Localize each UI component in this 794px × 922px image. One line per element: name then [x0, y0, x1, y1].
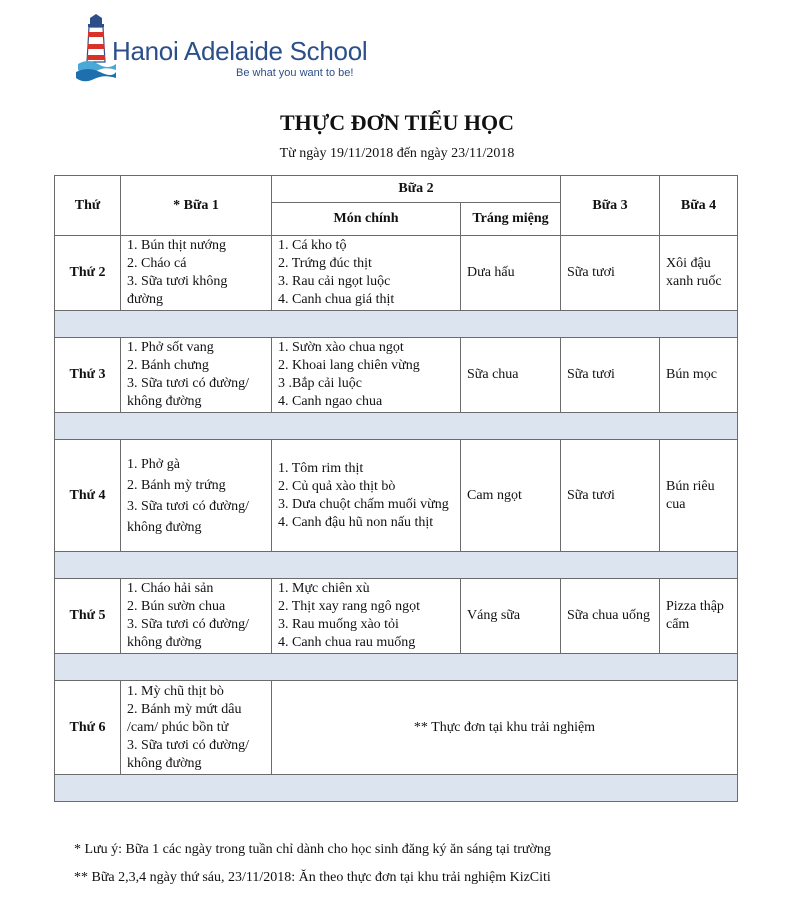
table-row [55, 338, 738, 413]
main-dish-item: 2. Củ quả xào thịt bò [278, 478, 396, 494]
day-cell: Thứ 5 [55, 579, 121, 654]
row-separator [55, 775, 738, 802]
meal-1-cell [121, 338, 272, 413]
main-dish-item: 1. Mực chiên xù [278, 581, 370, 596]
experience-zone-cell: ** Thực đơn tại khu trải nghiệm [272, 681, 738, 775]
dessert-cell: Dưa hấu [461, 236, 561, 311]
meal-4-cell: Bún riêu cua [660, 440, 738, 552]
meal-1-cell [121, 579, 272, 654]
main-dish-item: 1. Tôm rim thịt [278, 460, 364, 476]
meal-3-cell: Sữa tươi [561, 236, 660, 311]
meal-1-item: 3. Sữa tươi có đường/ không đường [127, 376, 249, 409]
row-separator [55, 413, 738, 440]
meal-1-item: 3. Sữa tươi không đường [127, 274, 228, 307]
meal-4-cell: Bún mọc [660, 338, 738, 413]
meal-1-item: 1. Cháo hải sản [127, 581, 214, 596]
main-dish-item: 4. Canh chua rau muống [278, 635, 416, 650]
main-dish-item: 3 .Bắp cải luộc [278, 376, 362, 391]
dessert-cell: Cam ngọt [461, 440, 561, 552]
meal-4-cell: Xôi đậu xanh ruốc [660, 236, 738, 311]
day-cell: Thứ 3 [55, 338, 121, 413]
meal-3-cell: Sữa tươi [561, 440, 660, 552]
main-dish-cell [272, 440, 461, 552]
meal-1-item: 2. Bún sườn chua [127, 599, 226, 614]
main-dish-item: 1. Cá kho tộ [278, 238, 347, 253]
meal-1-item: 3. Sữa tươi có đường/ không đường [127, 617, 249, 650]
meal-1-cell [121, 236, 272, 311]
table-row [55, 236, 738, 311]
meal-1-cell [121, 440, 272, 552]
main-dish-item: 3. Rau cải ngọt luộc [278, 274, 391, 289]
main-dish-item: 3. Rau muống xào tỏi [278, 617, 399, 632]
main-dish-item: 4. Canh ngao chua [278, 394, 383, 409]
main-dish-item: 3. Dưa chuột chấm muối vừng [278, 496, 449, 512]
row-separator [55, 654, 738, 681]
main-dish-cell [272, 579, 461, 654]
main-dish-item: 4. Canh đậu hũ non nấu thịt [278, 514, 434, 530]
header-day: Thứ [55, 176, 121, 236]
meal-1-item: 2. Bánh mỳ mứt dâu /cam/ phúc bồn tử [127, 701, 242, 735]
main-dish-item: 2. Khoai lang chiên vừng [278, 358, 420, 373]
header-dessert: Tráng miệng [461, 203, 561, 236]
day-cell: Thứ 2 [55, 236, 121, 311]
footnotes [74, 836, 551, 892]
table-row [55, 440, 738, 552]
main-dish-cell [272, 338, 461, 413]
header-meal-4: Bữa 4 [660, 176, 738, 236]
meal-3-cell: Sữa chua uống [561, 579, 660, 654]
main-dish-item: 2. Thịt xay rang ngô ngọt [278, 599, 421, 614]
header-main-dish: Món chính [272, 203, 461, 236]
school-tagline: Be what you want to be! [236, 67, 354, 79]
page-title: THỰC ĐƠN TIỂU HỌC [279, 110, 515, 135]
header-meal-2: Bữa 2 [272, 176, 561, 203]
meal-1-item: 2. Bánh mỳ trứng [127, 477, 226, 493]
row-separator [55, 552, 738, 579]
table-row [55, 579, 738, 654]
main-dish-cell [272, 236, 461, 311]
dessert-cell: Sữa chua [461, 338, 561, 413]
table-row [55, 681, 738, 775]
meal-1-cell [121, 681, 272, 775]
menu-table [54, 175, 738, 802]
header-meal-3: Bữa 3 [561, 176, 660, 236]
main-dish-item: 1. Sườn xào chua ngọt [278, 340, 404, 355]
dessert-cell: Váng sữa [461, 579, 561, 654]
footnote: ** Bữa 2,3,4 ngày thứ sáu, 23/11/2018: Ăn theo thực đơn tại khu trải nghiệm KizCiti [74, 870, 551, 885]
meal-1-item: 1. Phở gà [127, 456, 180, 472]
meal-1-item: 2. Cháo cá [127, 256, 187, 271]
school-logo [76, 14, 376, 86]
meal-4-cell: Pizza thập cẩm [660, 579, 738, 654]
meal-1-item: 1. Mỳ chũ thịt bò [127, 683, 224, 699]
meal-1-item: 1. Bún thịt nướng [127, 238, 226, 253]
meal-1-item: 3. Sữa tươi có đường/ không đường [127, 498, 249, 535]
school-name: Hanoi Adelaide School [112, 36, 368, 66]
meal-1-item: 3. Sữa tươi có đường/ không đường [127, 737, 249, 771]
day-cell: Thứ 4 [55, 440, 121, 552]
meal-3-cell: Sữa tươi [561, 338, 660, 413]
date-range: Từ ngày 19/11/2018 đến ngày 23/11/2018 [279, 146, 515, 161]
main-dish-item: 4. Canh chua giá thịt [278, 292, 395, 307]
day-cell: Thứ 6 [55, 681, 121, 775]
meal-1-item: 1. Phở sốt vang [127, 340, 214, 355]
lighthouse-icon [76, 14, 116, 84]
row-separator [55, 311, 738, 338]
header-meal-1: * Bữa 1 [121, 176, 272, 236]
meal-1-item: 2. Bánh chưng [127, 358, 209, 373]
main-dish-item: 2. Trứng đúc thịt [278, 256, 372, 271]
footnote: * Lưu ý: Bữa 1 các ngày trong tuần chỉ dành cho học sinh đăng ký ăn sáng tại trường [74, 842, 551, 857]
